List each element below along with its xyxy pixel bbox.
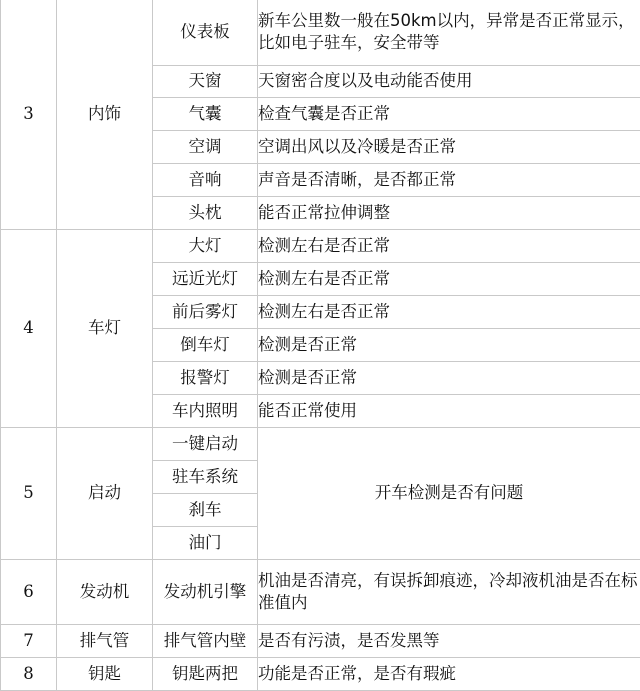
inspection-item: 大灯 <box>153 229 258 262</box>
inspection-description: 声音是否清晰，是否都正常 <box>258 163 640 196</box>
inspection-item: 报警灯 <box>153 361 258 394</box>
inspection-description: 检查气囊是否正常 <box>258 97 640 130</box>
group-category: 钥匙 <box>57 657 153 690</box>
table-row <box>1 0 640 65</box>
inspection-item: 天窗 <box>153 65 258 97</box>
inspection-item: 气囊 <box>153 97 258 130</box>
table-row <box>1 559 640 624</box>
inspection-item: 油门 <box>153 526 258 559</box>
inspection-description: 检测左右是否正常 <box>258 295 640 328</box>
inspection-description: 功能是否正常，是否有瑕疵 <box>258 657 640 690</box>
inspection-item: 前后雾灯 <box>153 295 258 328</box>
table-row <box>1 657 640 690</box>
group-category: 发动机 <box>57 559 153 624</box>
inspection-description: 检测是否正常 <box>258 361 640 394</box>
inspection-item: 排气管内壁 <box>153 624 258 657</box>
table-row <box>1 229 640 262</box>
inspection-item: 远近光灯 <box>153 262 258 295</box>
inspection-item: 驻车系统 <box>153 460 258 493</box>
inspection-item: 车内照明 <box>153 394 258 427</box>
group-category: 内饰 <box>57 0 153 229</box>
group-category: 启动 <box>57 427 153 559</box>
inspection-description: 是否有污渍，是否发黑等 <box>258 624 640 657</box>
inspection-item: 一键启动 <box>153 427 258 460</box>
group-number: 3 <box>1 0 57 229</box>
table-row <box>1 427 640 460</box>
table-row <box>1 624 640 657</box>
group-number: 4 <box>1 229 57 427</box>
inspection-description: 空调出风以及冷暖是否正常 <box>258 130 640 163</box>
inspection-description: 检测左右是否正常 <box>258 229 640 262</box>
inspection-item: 空调 <box>153 130 258 163</box>
group-category: 车灯 <box>57 229 153 427</box>
inspection-description: 新车公里数一般在50km以内，异常是否正常显示，比如电子驻车，安全带等 <box>258 0 640 65</box>
inspection-description: 检测左右是否正常 <box>258 262 640 295</box>
inspection-item: 音响 <box>153 163 258 196</box>
inspection-description: 检测是否正常 <box>258 328 640 361</box>
group-category: 排气管 <box>57 624 153 657</box>
inspection-description: 天窗密合度以及电动能否使用 <box>258 65 640 97</box>
inspection-description: 能否正常拉伸调整 <box>258 196 640 229</box>
inspection-item: 倒车灯 <box>153 328 258 361</box>
group-number: 8 <box>1 657 57 690</box>
inspection-item: 刹车 <box>153 493 258 526</box>
inspection-item: 仪表板 <box>153 0 258 65</box>
inspection-item: 头枕 <box>153 196 258 229</box>
inspection-description: 机油是否清亮，有误拆卸痕迹，冷却液机油是否在标准值内 <box>258 559 640 624</box>
inspection-description: 开车检测是否有问题 <box>258 427 640 559</box>
group-number: 5 <box>1 427 57 559</box>
inspection-item: 钥匙两把 <box>153 657 258 690</box>
group-number: 6 <box>1 559 57 624</box>
group-number: 7 <box>1 624 57 657</box>
inspection-description: 能否正常使用 <box>258 394 640 427</box>
inspection-item: 发动机引擎 <box>153 559 258 624</box>
